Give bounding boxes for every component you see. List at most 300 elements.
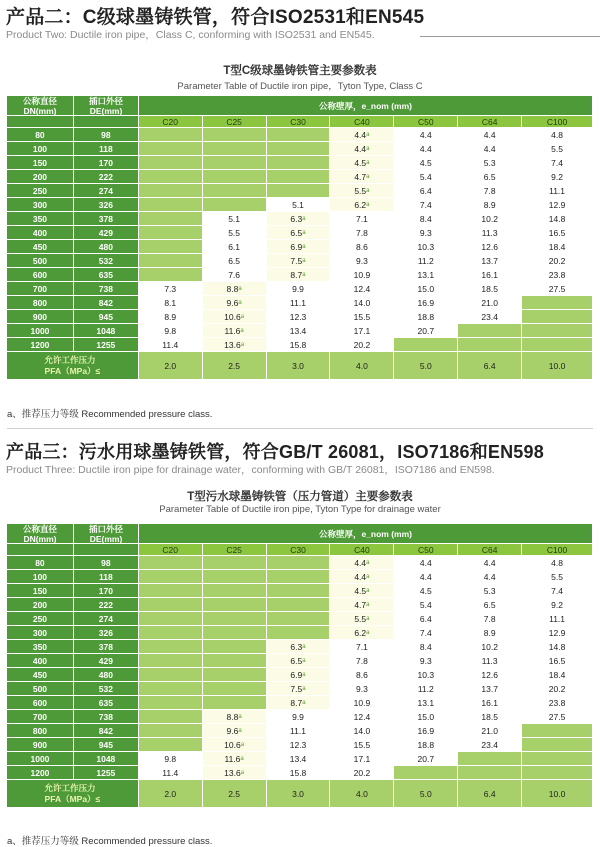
dn-cell: 900 [7, 310, 74, 324]
pfa-cell: 6.4 [458, 352, 522, 380]
empty-cell [267, 556, 331, 570]
recommended-mark: a [302, 699, 306, 706]
empty-cell [203, 668, 267, 682]
thickness-cell: 6.5 [203, 254, 267, 268]
thickness-cell: 9.9 [267, 710, 331, 724]
empty-cell [139, 170, 203, 184]
table-title: T型C级球墨铸铁管主要参数表 [223, 65, 377, 77]
de-cell: 635 [74, 696, 139, 710]
recommended-mark: a [240, 327, 244, 334]
de-cell: 429 [74, 226, 139, 240]
empty-cell [139, 226, 203, 240]
empty-cell [267, 612, 331, 626]
class-header: C25 [203, 116, 267, 128]
pfa-cell: 3.0 [267, 352, 331, 380]
dn-cell: 1200 [7, 338, 74, 352]
thickness-cell: 4.4 [458, 128, 522, 142]
empty-cell [522, 766, 593, 780]
de-cell: 842 [74, 724, 139, 738]
table-row [7, 226, 593, 240]
dn-cell: 1000 [7, 752, 74, 766]
thickness-cell: 21.0 [458, 724, 522, 738]
thickness-cell: 5.3 [458, 584, 522, 598]
table-row [7, 282, 593, 296]
thickness-cell: 5.4 [394, 598, 458, 612]
thickness-cell: 12.9 [522, 198, 593, 212]
section-product-two [0, 0, 600, 420]
thickness-cell: 11.1 [522, 184, 593, 198]
recommended-cell: 4.4 a [330, 556, 394, 570]
de-cell: 945 [74, 738, 139, 752]
empty-cell [267, 170, 331, 184]
recommended-mark: a [366, 559, 370, 566]
empty-cell [267, 184, 331, 198]
class-header: C100 [522, 544, 593, 556]
dn-cell: 600 [7, 696, 74, 710]
recommended-mark: a [302, 657, 306, 664]
dn-cell: 250 [7, 184, 74, 198]
empty-cell [267, 626, 331, 640]
empty-cell [203, 142, 267, 156]
thickness-cell: 7.1 [330, 212, 394, 226]
pfa-cell: 4.0 [330, 780, 394, 808]
recommended-cell: 10.6 a [203, 738, 267, 752]
recommended-mark: a [366, 615, 370, 622]
recommended-mark: a [302, 257, 306, 264]
recommended-cell: 8.8 a [203, 710, 267, 724]
empty-cell [522, 738, 593, 752]
class-header-row [7, 116, 593, 128]
dn-cell: 400 [7, 654, 74, 668]
table-row [7, 696, 593, 710]
empty-cell [203, 626, 267, 640]
dn-cell: 450 [7, 240, 74, 254]
empty-cell [139, 696, 203, 710]
de-cell: 945 [74, 310, 139, 324]
thickness-cell: 10.9 [330, 268, 394, 282]
recommended-mark: a [238, 727, 242, 734]
empty-cell [139, 570, 203, 584]
empty-cell [139, 254, 203, 268]
thickness-cell: 11.3 [458, 226, 522, 240]
thickness-cell: 5.3 [458, 156, 522, 170]
empty-cell [139, 654, 203, 668]
empty-cell [267, 128, 331, 142]
class-header: C40 [330, 544, 394, 556]
pfa-cell: 6.4 [458, 780, 522, 808]
thickness-cell: 16.9 [394, 296, 458, 310]
thickness-cell: 12.6 [458, 668, 522, 682]
dn-cell: 800 [7, 724, 74, 738]
de-cell: 222 [74, 170, 139, 184]
empty-cell [203, 640, 267, 654]
thickness-cell: 16.5 [522, 654, 593, 668]
footnote: a、推荐压力等级 Recommended pressure class. [7, 409, 213, 420]
parameter-table [7, 524, 593, 808]
thickness-cell: 4.4 [458, 570, 522, 584]
recommended-mark: a [366, 187, 370, 194]
dn-cell: 500 [7, 254, 74, 268]
table-subtitle: Parameter Table of Ductile iron pipe，Tyton Type, Class C [177, 81, 423, 92]
class-header: C30 [267, 116, 331, 128]
table-row [7, 584, 593, 598]
thickness-cell: 9.3 [394, 226, 458, 240]
thickness-cell: 7.4 [522, 584, 593, 598]
thickness-cell: 7.4 [394, 626, 458, 640]
header-spacer [7, 116, 74, 128]
thickness-cell: 23.8 [522, 268, 593, 282]
dn-cell: 350 [7, 640, 74, 654]
section-subheading: Product Two: Ductile iron pipe，Class C, conforming with ISO2531 and EN545. [6, 29, 375, 41]
thickness-cell: 10.2 [458, 640, 522, 654]
thickness-cell: 8.1 [139, 296, 203, 310]
de-cell: 1255 [74, 338, 139, 352]
de-cell: 842 [74, 296, 139, 310]
empty-cell [203, 654, 267, 668]
empty-cell [203, 184, 267, 198]
thickness-cell: 9.3 [330, 682, 394, 696]
recommended-cell: 6.3 a [267, 640, 331, 654]
section-heading: 产品三：污水用球墨铸铁管，符合GB/T 26081，ISO7186和EN598 [6, 442, 544, 462]
thickness-cell: 20.2 [330, 338, 394, 352]
recommended-mark: a [302, 243, 306, 250]
empty-cell [522, 296, 593, 310]
dn-cell: 200 [7, 170, 74, 184]
thickness-cell: 9.3 [330, 254, 394, 268]
de-cell: 1048 [74, 324, 139, 338]
table-row [7, 738, 593, 752]
dn-cell: 100 [7, 570, 74, 584]
empty-cell [139, 556, 203, 570]
empty-cell [458, 766, 522, 780]
recommended-cell: 6.3 a [267, 212, 331, 226]
thickness-cell: 8.9 [139, 310, 203, 324]
empty-cell [203, 612, 267, 626]
recommended-cell: 4.4 a [330, 570, 394, 584]
empty-cell [139, 626, 203, 640]
empty-cell [522, 338, 593, 352]
table-row [7, 324, 593, 338]
empty-cell [203, 170, 267, 184]
thickness-cell: 9.9 [267, 282, 331, 296]
de-cell: 222 [74, 598, 139, 612]
dn-cell: 1000 [7, 324, 74, 338]
recommended-cell: 4.5 a [330, 584, 394, 598]
thickness-cell: 7.4 [522, 156, 593, 170]
dn-cell: 400 [7, 226, 74, 240]
thickness-cell: 4.4 [394, 570, 458, 584]
section-divider [7, 428, 593, 429]
recommended-cell: 5.5 a [330, 184, 394, 198]
de-cell: 532 [74, 682, 139, 696]
thickness-cell: 4.4 [394, 556, 458, 570]
pfa-cell: 2.5 [203, 780, 267, 808]
dn-cell: 200 [7, 598, 74, 612]
de-header: 插口外径 DE(mm) [74, 96, 139, 116]
dn-cell: 80 [7, 556, 74, 570]
dn-header: 公称直径 DN(mm) [7, 96, 74, 116]
table-row [7, 268, 593, 282]
dn-cell: 150 [7, 156, 74, 170]
empty-cell [522, 324, 593, 338]
thickness-cell: 9.8 [139, 324, 203, 338]
recommended-cell: 4.4 a [330, 142, 394, 156]
pfa-cell: 10.0 [522, 780, 593, 808]
dn-cell: 700 [7, 282, 74, 296]
thickness-cell: 5.1 [267, 198, 331, 212]
empty-cell [203, 682, 267, 696]
thickness-cell: 9.2 [522, 170, 593, 184]
thickness-cell: 13.7 [458, 254, 522, 268]
de-cell: 480 [74, 240, 139, 254]
table-row [7, 156, 593, 170]
class-header: C40 [330, 116, 394, 128]
de-cell: 98 [74, 128, 139, 142]
table-row [7, 170, 593, 184]
thickness-cell: 7.8 [458, 184, 522, 198]
de-cell: 118 [74, 570, 139, 584]
empty-cell [139, 612, 203, 626]
recommended-cell: 6.9 a [267, 668, 331, 682]
thickness-cell: 11.4 [139, 338, 203, 352]
recommended-cell: 4.4 a [330, 128, 394, 142]
thickness-cell: 5.5 [522, 142, 593, 156]
empty-cell [522, 752, 593, 766]
empty-cell [139, 128, 203, 142]
thickness-cell: 4.4 [394, 128, 458, 142]
recommended-cell: 9.6 a [203, 724, 267, 738]
table-row [7, 682, 593, 696]
table-row [7, 296, 593, 310]
recommended-cell: 7.5 a [267, 682, 331, 696]
thickness-cell: 16.1 [458, 696, 522, 710]
recommended-cell: 9.6 a [203, 296, 267, 310]
dn-cell: 1200 [7, 766, 74, 780]
thickness-cell: 7.1 [330, 640, 394, 654]
recommended-mark: a [240, 341, 245, 348]
thickness-cell: 8.6 [330, 240, 394, 254]
thickness-cell: 10.9 [330, 696, 394, 710]
recommended-cell: 5.5 a [330, 612, 394, 626]
pfa-cell: 2.0 [139, 780, 203, 808]
table-row [7, 752, 593, 766]
empty-cell [139, 724, 203, 738]
recommended-mark: a [302, 229, 306, 236]
thickness-cell: 12.4 [330, 282, 394, 296]
recommended-mark: a [366, 173, 370, 180]
thickness-cell: 15.5 [330, 738, 394, 752]
class-header: C25 [203, 544, 267, 556]
recommended-mark: a [366, 159, 370, 166]
table-row [7, 310, 593, 324]
thickness-cell: 11.2 [394, 682, 458, 696]
thickness-cell: 5.1 [203, 212, 267, 226]
pfa-row [7, 780, 593, 808]
recommended-cell: 13.6 a [203, 766, 267, 780]
empty-cell [203, 570, 267, 584]
de-cell: 378 [74, 640, 139, 654]
thickness-cell: 14.8 [522, 212, 593, 226]
pfa-label: 允许工作压力 PFA（MPa）≤ [7, 352, 139, 380]
section-heading: 产品二：C级球墨铸铁管，符合ISO2531和EN545 [6, 7, 425, 28]
empty-cell [394, 766, 458, 780]
header-row [7, 96, 593, 116]
class-header: C20 [139, 116, 203, 128]
table-title: T型污水球墨铸铁管（压力管道）主要参数表 [187, 491, 413, 503]
table-row [7, 766, 593, 780]
empty-cell [139, 198, 203, 212]
thickness-cell: 17.1 [330, 752, 394, 766]
empty-cell [458, 752, 522, 766]
table-row [7, 654, 593, 668]
thickness-cell: 15.0 [394, 710, 458, 724]
thickness-cell: 23.4 [458, 738, 522, 752]
thickness-cell: 14.0 [330, 296, 394, 310]
thickness-cell: 12.3 [267, 310, 331, 324]
dn-cell: 100 [7, 142, 74, 156]
class-header: C20 [139, 544, 203, 556]
empty-cell [458, 338, 522, 352]
de-cell: 532 [74, 254, 139, 268]
thickness-cell: 4.4 [458, 142, 522, 156]
de-cell: 1255 [74, 766, 139, 780]
thickness-cell: 13.1 [394, 696, 458, 710]
thickness-cell: 16.9 [394, 724, 458, 738]
empty-cell [267, 142, 331, 156]
thickness-cell: 7.8 [330, 654, 394, 668]
thickness-cell: 8.4 [394, 212, 458, 226]
table-row [7, 128, 593, 142]
dn-cell: 350 [7, 212, 74, 226]
thickness-cell: 11.3 [458, 654, 522, 668]
dn-cell: 600 [7, 268, 74, 282]
pfa-cell: 4.0 [330, 352, 394, 380]
thickness-cell: 6.5 [458, 598, 522, 612]
class-header: C50 [394, 116, 458, 128]
thickness-cell: 27.5 [522, 282, 593, 296]
header-spacer [74, 116, 139, 128]
thickness-cell: 5.4 [394, 170, 458, 184]
thickness-cell: 4.8 [522, 128, 593, 142]
class-header: C50 [394, 544, 458, 556]
thickness-cell: 12.9 [522, 626, 593, 640]
empty-cell [203, 556, 267, 570]
empty-cell [203, 156, 267, 170]
class-header: C100 [522, 116, 593, 128]
class-header-row [7, 544, 593, 556]
empty-cell [139, 212, 203, 226]
de-cell: 738 [74, 710, 139, 724]
thickness-cell: 7.3 [139, 282, 203, 296]
empty-cell [267, 570, 331, 584]
empty-cell [139, 584, 203, 598]
recommended-mark: a [238, 713, 242, 720]
recommended-mark: a [238, 299, 242, 306]
de-cell: 635 [74, 268, 139, 282]
recommended-cell: 11.6 a [203, 752, 267, 766]
empty-cell [267, 584, 331, 598]
thickness-cell: 18.8 [394, 310, 458, 324]
recommended-cell: 6.2 a [330, 626, 394, 640]
de-cell: 326 [74, 626, 139, 640]
pfa-row [7, 352, 593, 380]
thickness-cell: 15.8 [267, 766, 331, 780]
thickness-cell: 18.4 [522, 240, 593, 254]
pfa-cell: 5.0 [394, 780, 458, 808]
thickness-cell: 10.2 [458, 212, 522, 226]
table-row [7, 598, 593, 612]
pfa-cell: 2.5 [203, 352, 267, 380]
thickness-cell: 15.8 [267, 338, 331, 352]
empty-cell [139, 268, 203, 282]
thickness-cell: 9.2 [522, 598, 593, 612]
table-row [7, 212, 593, 226]
thickness-cell: 4.5 [394, 156, 458, 170]
de-cell: 326 [74, 198, 139, 212]
dn-cell: 800 [7, 296, 74, 310]
dn-cell: 700 [7, 710, 74, 724]
de-cell: 1048 [74, 752, 139, 766]
thickness-cell: 8.4 [394, 640, 458, 654]
dn-cell: 80 [7, 128, 74, 142]
thickness-cell: 15.0 [394, 282, 458, 296]
thickness-cell: 20.2 [522, 682, 593, 696]
table-row [7, 668, 593, 682]
recommended-mark: a [366, 201, 370, 208]
recommended-mark: a [240, 313, 245, 320]
class-header: C64 [458, 544, 522, 556]
de-cell: 118 [74, 142, 139, 156]
thickness-cell: 15.5 [330, 310, 394, 324]
recommended-mark: a [366, 145, 370, 152]
de-header: 插口外径 DE(mm) [74, 524, 139, 544]
thickness-cell: 16.1 [458, 268, 522, 282]
dn-cell: 150 [7, 584, 74, 598]
thickness-cell: 20.2 [330, 766, 394, 780]
table-row [7, 556, 593, 570]
thickness-cell: 8.9 [458, 198, 522, 212]
thickness-cell: 13.4 [267, 324, 331, 338]
thickness-cell: 8.6 [330, 668, 394, 682]
de-cell: 170 [74, 584, 139, 598]
dn-header: 公称直径 DN(mm) [7, 524, 74, 544]
thickness-cell: 23.4 [458, 310, 522, 324]
thickness-cell: 17.1 [330, 324, 394, 338]
thickness-cell: 10.3 [394, 668, 458, 682]
thickness-cell: 27.5 [522, 710, 593, 724]
empty-cell [139, 598, 203, 612]
thickness-cell: 6.1 [203, 240, 267, 254]
empty-cell [203, 696, 267, 710]
header-spacer [7, 544, 74, 556]
empty-cell [203, 584, 267, 598]
thickness-cell: 14.8 [522, 640, 593, 654]
thickness-cell: 10.3 [394, 240, 458, 254]
thickness-cell: 4.8 [522, 556, 593, 570]
thickness-cell: 12.6 [458, 240, 522, 254]
empty-cell [522, 724, 593, 738]
thickness-cell: 18.8 [394, 738, 458, 752]
thickness-cell: 13.1 [394, 268, 458, 282]
empty-cell [139, 142, 203, 156]
recommended-cell: 4.5 a [330, 156, 394, 170]
table-row [7, 570, 593, 584]
table-row [7, 254, 593, 268]
thickness-cell: 21.0 [458, 296, 522, 310]
empty-cell [458, 324, 522, 338]
recommended-mark: a [366, 601, 370, 608]
recommended-mark: a [366, 587, 370, 594]
